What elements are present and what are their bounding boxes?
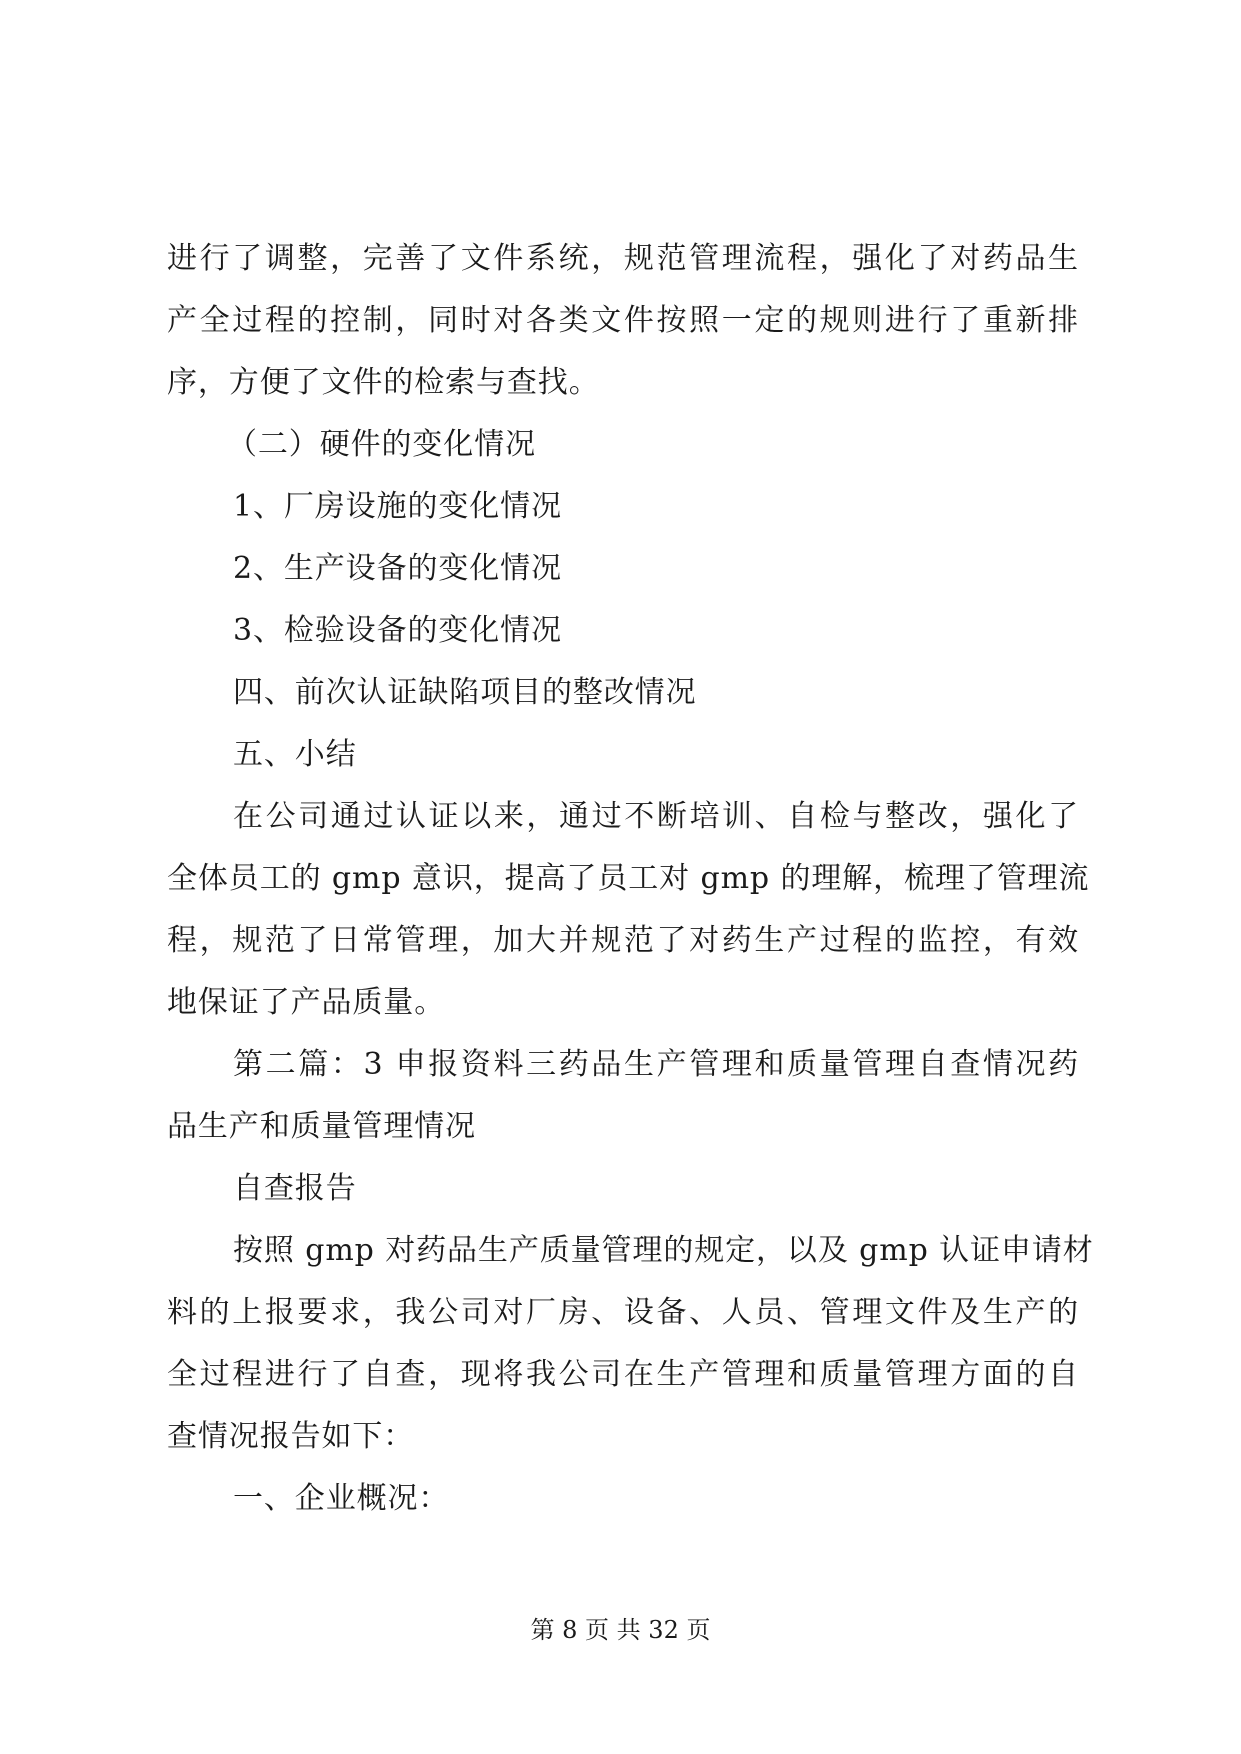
list-item: 2、生产设备的变化情况 xyxy=(233,551,562,586)
paragraph-line: 产全过程的控制，同时对各类文件按照一定的规则进行了重新排 xyxy=(167,303,1079,338)
section-heading: （二）硬件的变化情况 xyxy=(227,427,536,462)
paragraph-line: 程，规范了日常管理，加大并规范了对药生产过程的监控，有效 xyxy=(167,923,1079,958)
paragraph-line: 序，方便了文件的检索与查找。 xyxy=(167,365,600,400)
paragraph-line: 全过程进行了自查，现将我公司在生产管理和质量管理方面的自 xyxy=(167,1357,1079,1392)
paragraph-line: 地保证了产品质量。 xyxy=(167,985,446,1020)
paragraph-line: 在公司通过认证以来，通过不断培训、自检与整改，强化了 xyxy=(233,799,1079,834)
paragraph-line: 查情况报告如下： xyxy=(167,1419,415,1454)
list-item: 3、检验设备的变化情况 xyxy=(233,613,562,648)
section-heading: 四、前次认证缺陷项目的整改情况 xyxy=(233,675,697,710)
paragraph-line: 进行了调整，完善了文件系统，规范管理流程，强化了对药品生 xyxy=(167,241,1079,276)
chapter-title: 第二篇：3 申报资料三药品生产管理和质量管理自查情况药 xyxy=(233,1047,1079,1082)
list-item: 1、厂房设施的变化情况 xyxy=(233,489,562,524)
paragraph-line: 按照 gmp 对药品生产质量管理的规定，以及 gmp 认证申请材 xyxy=(233,1233,1094,1268)
page-number-footer: 第 8 页 共 32 页 xyxy=(530,1616,711,1644)
report-title: 自查报告 xyxy=(233,1171,357,1206)
section-heading: 五、小结 xyxy=(233,737,357,772)
paragraph-line: 料的上报要求，我公司对厂房、设备、人员、管理文件及生产的 xyxy=(167,1295,1079,1330)
paragraph-line: 全体员工的 gmp 意识，提高了员工对 gmp 的理解，梳理了管理流 xyxy=(167,861,1090,896)
chapter-title: 品生产和质量管理情况 xyxy=(167,1109,476,1144)
section-heading: 一、企业概况： xyxy=(233,1481,450,1516)
document-body xyxy=(167,228,1094,1530)
